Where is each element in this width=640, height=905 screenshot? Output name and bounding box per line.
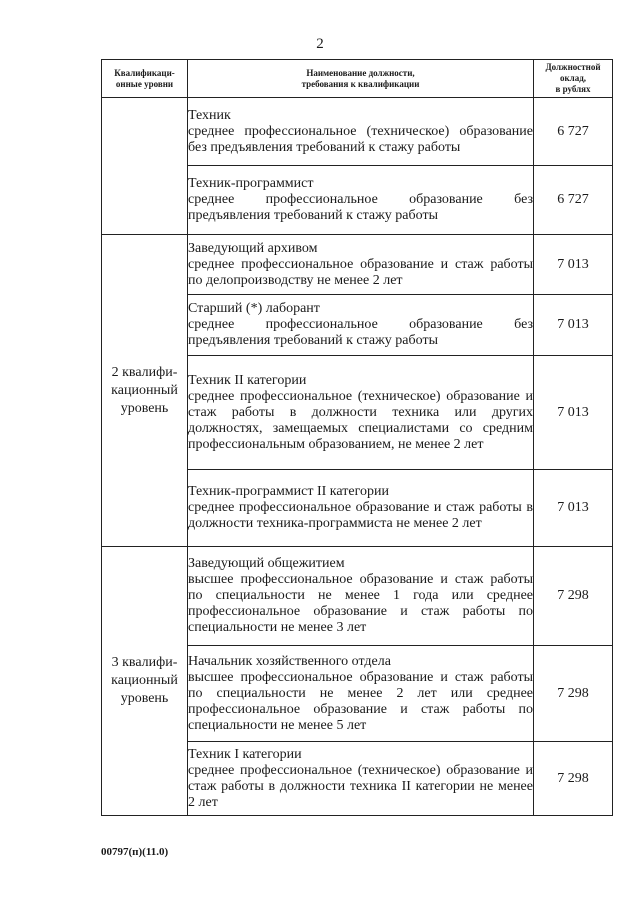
position-title: Заведующий общежитием	[188, 556, 345, 571]
position-cell	[188, 356, 534, 470]
document-code: 00797(п)(11.0)	[101, 846, 169, 858]
position-requirements: высшее профессиональное образование и стаж работы по специальности не менее 2 лет или среднее профессиональное образование и стаж работы по специальности не менее 5 лет	[188, 669, 533, 733]
position-requirements: среднее профессиональное образование без предъявления требований к стажу работы	[188, 317, 533, 348]
table-row	[102, 235, 613, 295]
position-cell	[188, 98, 534, 166]
header-position: Наименование должности, требования к квалификации	[188, 60, 534, 98]
level-cell-2: 2 квалифи- кационный уровень	[102, 235, 188, 547]
level-cell-3: 3 квалифи- кационный уровень	[102, 547, 188, 816]
position-title: Техник-программист II категории	[188, 484, 389, 499]
position-title: Старший (*) лаборант	[188, 301, 320, 316]
salary-cell: 7 298	[534, 646, 613, 742]
position-cell	[188, 235, 534, 295]
level-cell-1	[102, 98, 188, 235]
position-cell	[188, 295, 534, 356]
position-title: Техник II категории	[188, 372, 307, 388]
position-title: Заведующий архивом	[188, 240, 318, 256]
position-requirements: среднее профессиональное (техническое) образование и стаж работы в должности техника или других должностях, замещаемых специалистами со средним профессиональным образованием, не менее 2 лет	[188, 388, 533, 452]
salary-cell: 7 013	[534, 356, 613, 470]
header-salary: Должностной оклад, в рублях	[534, 60, 613, 98]
position-cell	[188, 742, 534, 816]
position-title: Техник I категории	[188, 746, 302, 762]
salary-cell: 6 727	[534, 166, 613, 235]
salary-table	[101, 59, 613, 816]
salary-cell: 7 013	[534, 235, 613, 295]
table-header-row	[102, 60, 613, 98]
position-requirements: среднее профессиональное образование и стаж работы в должности техника-программиста не менее 2 лет	[188, 500, 533, 531]
salary-cell: 7 013	[534, 295, 613, 356]
salary-cell: 7 298	[534, 547, 613, 646]
position-cell	[188, 646, 534, 742]
position-cell	[188, 166, 534, 235]
salary-cell: 6 727	[534, 98, 613, 166]
position-title: Техник	[188, 107, 231, 123]
header-level: Квалификаци- онные уровни	[102, 60, 188, 98]
position-cell	[188, 547, 534, 646]
position-requirements: высшее профессиональное образование и стаж работы по специальности не менее 1 года или среднее профессиональное образование и стаж работы по специальности не менее 3 лет	[188, 572, 533, 635]
table-row	[102, 547, 613, 646]
position-title: Начальник хозяйственного отдела	[188, 653, 391, 669]
page-number: 2	[316, 36, 324, 52]
position-requirements: среднее профессиональное образование и стаж работы по делопроизводству не менее 2 лет	[188, 256, 533, 288]
position-requirements: среднее профессиональное (техническое) образование и стаж работы в должности техника II категории не менее 2 лет	[188, 762, 533, 810]
salary-cell: 7 013	[534, 470, 613, 547]
table-row	[102, 98, 613, 166]
position-requirements: среднее профессиональное образование без предъявления требований к стажу работы	[188, 192, 533, 223]
position-title: Техник-программист	[188, 176, 314, 191]
position-requirements: среднее профессиональное (техническое) образование без предъявления требований к стажу работы	[188, 123, 533, 155]
salary-cell: 7 298	[534, 742, 613, 816]
position-cell	[188, 470, 534, 547]
